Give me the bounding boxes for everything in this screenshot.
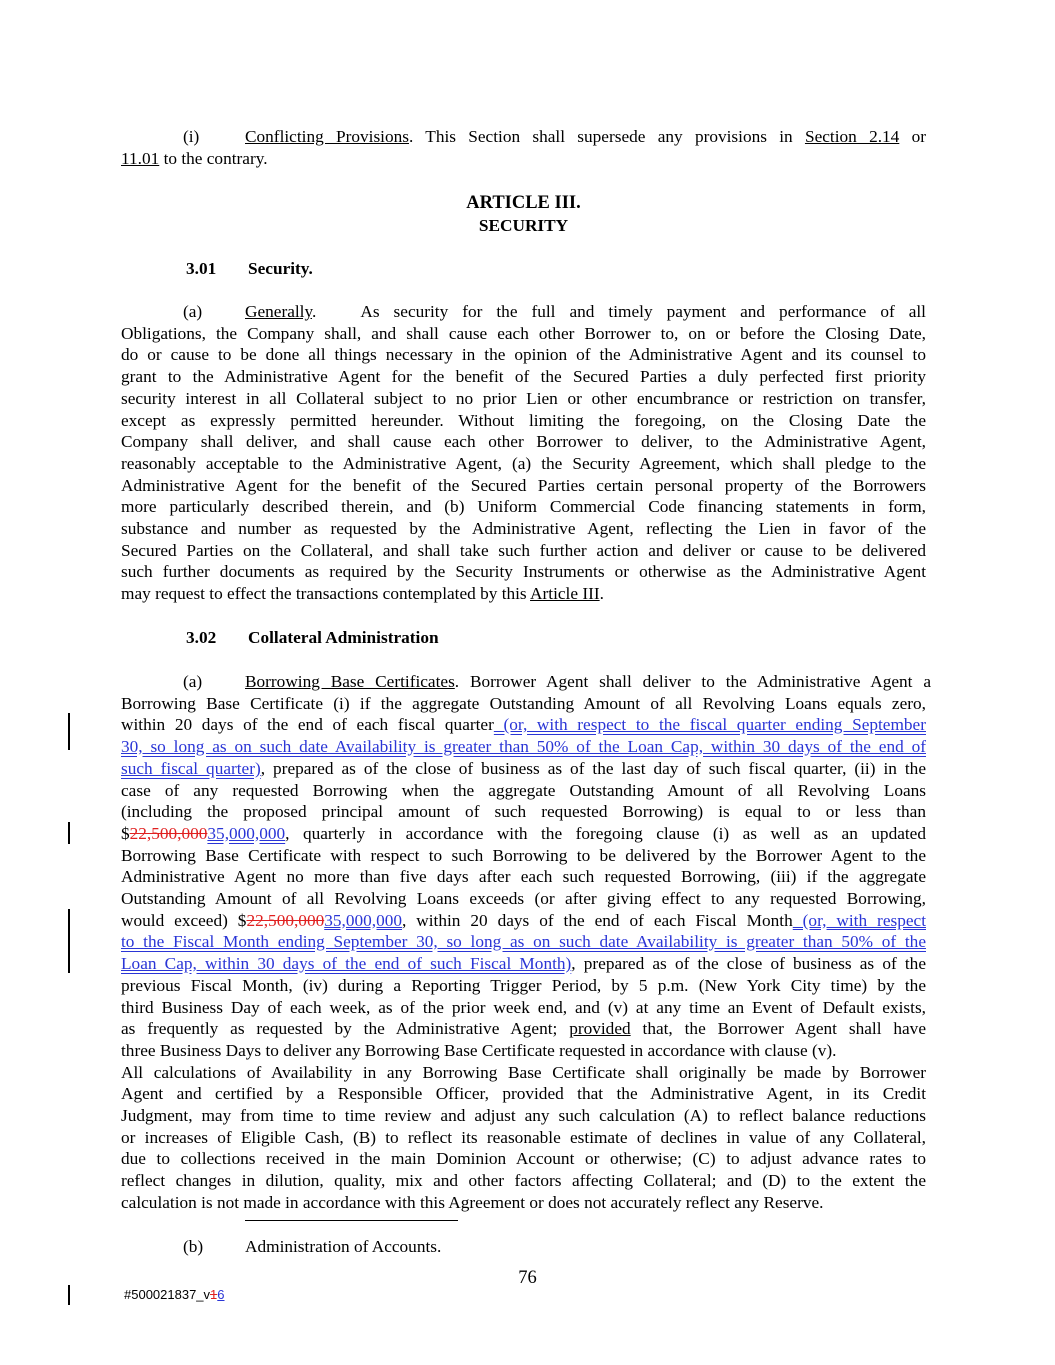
article-reference-link[interactable]: Article III — [530, 584, 600, 604]
revision-change-bar — [68, 713, 70, 750]
paragraph-generally: (a) Generally. As security for the full and timely payment and performance of all Obligations, the Company shall, and shall cause each other Borrower to, on or before the Closing Date, do or cause to be done all things necessary in the opinion of the Administrative Agent and its counsel to grant to the Administrative Agent for the benefit of the Secured Parties a duly perfected first priority security interest in all Collateral subject to no prior Lien or other encumbrance or restriction on transfer, except as expressly permitted hereunder. Without limiting the foregoing, on the Closing Date the Company shall deliver, and shall cause each other Borrower to deliver, to the Administrative Agent, reasonably acceptable to the Administrative Agent, (a) the Security Agreement, which shall pledge to the Administrative Agent for the benefit of the Secured Parties certain personal property of the Borrowers more particularly described therein, and (b) Uniform Commercial Code financing statements in form, substance and number as requested by the Administrative Agent, reflecting the Lien in favor of the Secured Parties on the Collateral, and shall take such further action and deliver or cause to be delivered such further documents as required by the Security Instruments or otherwise as the Administrative Agent may request to effect the transactions contemplated by this Article III. — [121, 302, 926, 604]
section-heading-3-01 — [121, 258, 313, 280]
inserted-text: (or, with respect — [792, 910, 926, 930]
paragraph-administration-of-accounts: (b) Administration of Accounts. — [121, 1236, 441, 1258]
page-number: 76 — [518, 1268, 537, 1288]
section-number: 3.01 — [186, 259, 217, 278]
deleted-text: 1 — [210, 1287, 218, 1302]
separator-line — [245, 1220, 458, 1221]
inserted-text: 35,000,000 — [324, 910, 402, 930]
inserted-text: 35,000,000 — [207, 823, 286, 843]
paragraph-conflicting-provisions: (i) Conflicting Provisions. This Section shall supersede any provisions in Section 2.14 or 11.01 to the contrary. — [121, 127, 926, 168]
clause-label: (a) — [183, 672, 203, 691]
clause-label: (a) — [183, 302, 203, 321]
deleted-text: 22,500,000 — [129, 823, 208, 843]
clause-label: (b) — [183, 1237, 204, 1256]
inserted-text: (or, with respect to the fiscal quarter ending September — [493, 715, 926, 735]
revision-change-bar — [68, 909, 70, 973]
document-id: #500021837_v16 — [124, 1287, 225, 1302]
article-subtitle: SECURITY — [478, 216, 569, 235]
paragraph-borrowing-base-certificates: (a) Borrowing Base Certificates. Borrower Agent shall deliver to the Administrative Agent a Borrowing Base Certificate (i) if the aggregate Outstanding Amount of all Revolving Loans equals zero, within 20 days of the end of each fiscal quarter (or, with respect to the fiscal quarter ending September 30, so long as on such date Availability is greater than 50% of the Loan Cap, within 30 days of the end of such fiscal quarter), prepared as of the close of business as of the last day of such fiscal quarter, (ii) in the case of any requested Borrowing when the aggregate Outstanding Amount of all Revolving Loans (including the proposed principal amount of such requested Borrowing) is equal to or less than $22,500,00035,000,000, quarterly in accordance with the foregoing clause (i) as well as an updated Borrowing Base Certificate with respect to such Borrowing to be delivered by the Borrower Agent to the Administrative Agent no more than five days after each such requested Borrowing, (iii) if the aggregate Outstanding Amount of all Revolving Loans exceeds (or after giving effect to any requested Borrowing, would exceed) $22,500,00035,000,000, within 20 days of the end of each Fiscal Month (or, with respect to the Fiscal Month ending September 30, so long as on such date Availability is greater than 50% of the Loan Cap, within 30 days of the end of such Fiscal Month), prepared as of the close of business as of the previous Fiscal Month, (iv) during a Reporting Trigger Period, by 5 p.m. (New York City time) by the third Business Day of each week, as of the prior week end, and (v) at any time an Event of Default exists, as frequently as requested by the Administrative Agent; provided that, the Borrower Agent shall have three Business Days to deliver any Borrowing Base Certificate requested in accordance with clause (v). All calculations of Availability in any Borrowing Base Certificate shall originally be made by Borrower Agent and certified by a Responsible Officer, provided that the Administrative Agent, in its Credit Judgment, may from time to time review and adjust any such calculation (A) to reflect balance reductions or increases of Eligible Cash, (B) to reflect its reasonable estimate of declines in value of any Collateral, due to collections received in the main Dominion Account or otherwise; (C) to adjust advance rates to reflect changes in dilution, quality, mix and other factors affecting Collateral; and (D) to the extent the calculation is not made in accordance with this Agreement or does not accurately reflect any Reserve. — [121, 672, 931, 1212]
clause-heading: Generally — [245, 302, 313, 321]
inserted-text: 30, so long as on such date Availability is greater than 50% of the Loan Cap, within 30 days of the end of — [121, 737, 926, 757]
clause-heading: Conflicting Provisions — [245, 127, 409, 146]
article-title: ARTICLE III. — [466, 193, 581, 213]
defined-term-provided: provided — [569, 1019, 631, 1039]
clause-heading: Borrowing Base Certificates — [245, 672, 455, 691]
section-title: Security. — [248, 259, 313, 278]
inserted-text: Loan Cap, within 30 days of the end of such Fiscal Month) — [121, 954, 572, 974]
revision-change-bar — [68, 822, 70, 844]
inserted-text: to the Fiscal Month ending September 30, so long as on such date Availability is greater than 50% of the — [121, 932, 926, 952]
inserted-text: 6 — [217, 1287, 225, 1302]
section-reference-link[interactable]: 11.01 — [121, 148, 160, 168]
section-reference-link[interactable]: Section 2.14 — [804, 127, 900, 146]
clause-label: (i) — [183, 127, 200, 146]
inserted-text: such fiscal quarter) — [121, 758, 261, 778]
deleted-text: 22,500,000 — [246, 910, 325, 930]
section-heading-3-02 — [121, 627, 439, 649]
section-title: Collateral Administration — [248, 628, 439, 647]
section-number: 3.02 — [186, 628, 217, 647]
